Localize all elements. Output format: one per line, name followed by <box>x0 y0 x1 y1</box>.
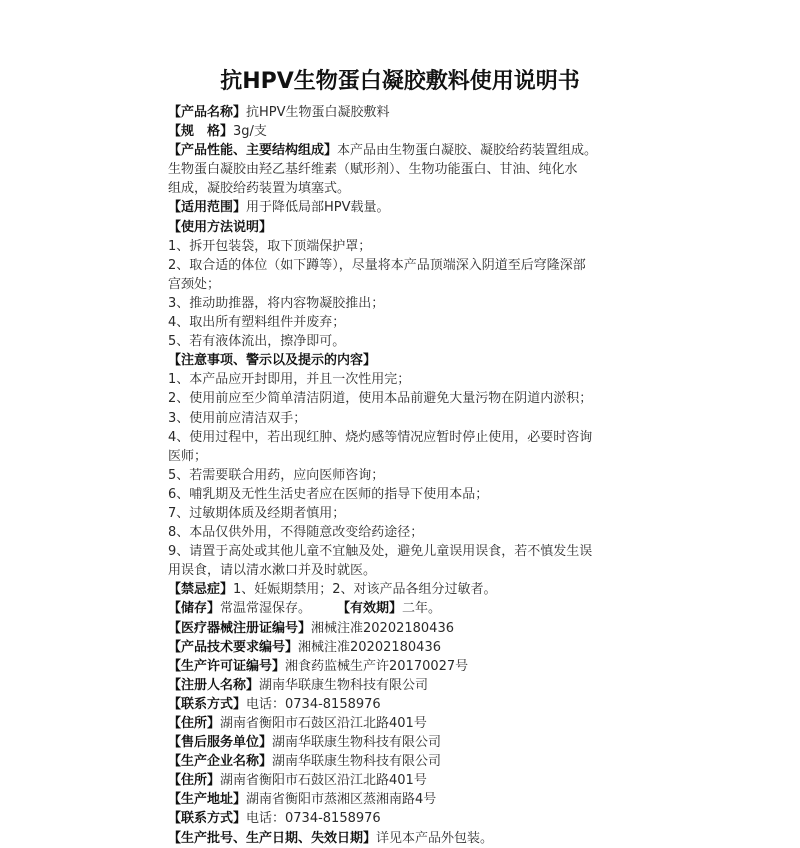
warning-item: 4、使用过程中，若出现红肿、烧灼感等情况应暂时停止使用，必要时咨询 <box>168 429 593 445</box>
section-value: 湖南华联康生物科技有限公司 <box>259 677 429 693</box>
usage-step: 1、拆开包装袋，取下顶端保护罩； <box>168 238 372 254</box>
usage-step: 3、推动助推器，将内容物凝胶推出； <box>168 295 385 311</box>
section-label: 【生产许可证编号】 <box>168 658 286 674</box>
tech-req-line <box>168 638 638 657</box>
section-label: 【生产企业名称】 <box>168 754 273 770</box>
contact-line <box>168 809 638 828</box>
section-label: 【注册人名称】 <box>168 677 260 693</box>
section-value: 电话：0734-8158976 <box>246 811 381 827</box>
section-label: 【产品技术要求编号】 <box>168 639 299 655</box>
registrant-line <box>168 676 638 695</box>
warning-item: 3、使用前应清洁双手； <box>168 410 307 426</box>
section-label: 【住所】 <box>168 773 221 789</box>
section-value: 湘械注准20202180436 <box>298 639 441 655</box>
section-value: 抗HPV生物蛋白凝胶敷料 <box>246 105 390 120</box>
usage-heading: 【使用方法说明】 <box>168 219 273 235</box>
registration-line <box>168 619 638 638</box>
warning-item: 8、本品仅供外用，不得随意改变给药途径； <box>168 525 424 541</box>
usage-step: 2、取合适的体位（如下蹲等），尽量将本产品顶端深入阴道至后穹隆深部 <box>168 257 586 273</box>
section-label: 【生产地址】 <box>168 792 247 808</box>
scope-line <box>168 198 638 217</box>
section-label: 【联系方式】 <box>168 696 247 712</box>
section-value: 常温常湿保存。 <box>220 601 312 617</box>
section-value: 湖南省衡阳市石鼓区沿江北路401号 <box>220 773 427 789</box>
section-value: 1、妊娠期禁用；2、对该产品各组分过敏者。 <box>233 582 497 598</box>
section-label: 【有效期】 <box>337 601 403 617</box>
contraindication-line <box>168 580 638 599</box>
warning-item: 2、使用前应至少简单清洁阴道，使用本品前避免大量污物在阴道内淤积； <box>168 391 593 407</box>
warning-item: 5、若需要联合用药，应向医师咨询； <box>168 467 385 483</box>
section-label: 【联系方式】 <box>168 811 247 827</box>
section-value: 详见本产品外包装。 <box>376 830 494 846</box>
section-value: 3g/支 <box>233 124 267 140</box>
usage-step: 5、若有液体流出，擦净即可。 <box>168 334 346 350</box>
warning-item: 医师； <box>168 448 208 464</box>
license-line <box>168 657 638 676</box>
batch-info-line <box>168 829 638 848</box>
section-value: 湖南省衡阳市蒸湘区蒸湘南路4号 <box>246 792 437 808</box>
document-title: 抗HPV生物蛋白凝胶敷料使用说明书 <box>220 69 580 94</box>
warning-item: 7、过敏期体质及经期者慎用； <box>168 505 346 521</box>
section-value: 二年。 <box>402 601 442 617</box>
contact-line <box>168 695 638 714</box>
spec-line <box>168 122 638 141</box>
usage-step: 宫颈处； <box>168 276 221 292</box>
section-value: 湘食药监械生产许20170027号 <box>285 658 469 674</box>
after-sales-line <box>168 733 638 752</box>
section-label: 【售后服务单位】 <box>168 735 273 751</box>
manufacturer-line <box>168 752 638 771</box>
composition-text: 生物蛋白凝胶由羟乙基纤维素（赋形剂）、生物功能蛋白、甘油、纯化水 <box>168 162 578 178</box>
section-value: 电话：0734-8158976 <box>246 696 381 712</box>
product-name-line <box>168 103 638 122</box>
usage-step: 4、取出所有塑料组件并废弃； <box>168 315 346 331</box>
warning-item: 6、哺乳期及无性生活史者应在医师的指导下使用本品； <box>168 486 489 502</box>
section-label: 【规 格】 <box>168 124 234 140</box>
section-value: 湖南华联康生物科技有限公司 <box>272 735 442 751</box>
section-label: 【产品性能、主要结构组成】 <box>168 143 338 159</box>
section-value: 用于降低局部HPV载量。 <box>246 200 390 216</box>
section-value: 湘械注准20202180436 <box>311 620 454 636</box>
section-label: 【生产批号、生产日期、失效日期】 <box>168 830 377 846</box>
warnings-heading: 【注意事项、警示以及提示的内容】 <box>168 353 377 369</box>
section-label: 【储存】 <box>168 601 221 617</box>
section-value: 湖南华联康生物科技有限公司 <box>272 754 442 770</box>
storage-line <box>168 599 638 618</box>
section-value: 湖南省衡阳市石鼓区沿江北路401号 <box>220 716 427 731</box>
address-line <box>168 771 638 790</box>
section-value: 本产品由生物蛋白凝胶、凝胶给药装置组成。 <box>337 143 598 159</box>
address-line <box>168 714 638 733</box>
section-label: 【产品名称】 <box>168 105 247 120</box>
section-label: 【住所】 <box>168 716 221 731</box>
composition-line <box>168 141 638 160</box>
instruction-body <box>168 103 638 848</box>
section-label: 【禁忌症】 <box>168 582 234 598</box>
warning-item: 1、本产品应开封即用，并且一次性用完； <box>168 372 411 388</box>
warning-item: 用误食，请以清水漱口并及时就医。 <box>168 563 377 579</box>
section-label: 【医疗器械注册证编号】 <box>168 620 312 636</box>
section-label: 【适用范围】 <box>168 200 247 216</box>
warning-item: 9、请置于高处或其他儿童不宜触及处，避免儿童误用误食，若不慎发生误 <box>168 544 593 560</box>
composition-text: 组成，凝胶给药装置为填塞式。 <box>168 181 351 197</box>
